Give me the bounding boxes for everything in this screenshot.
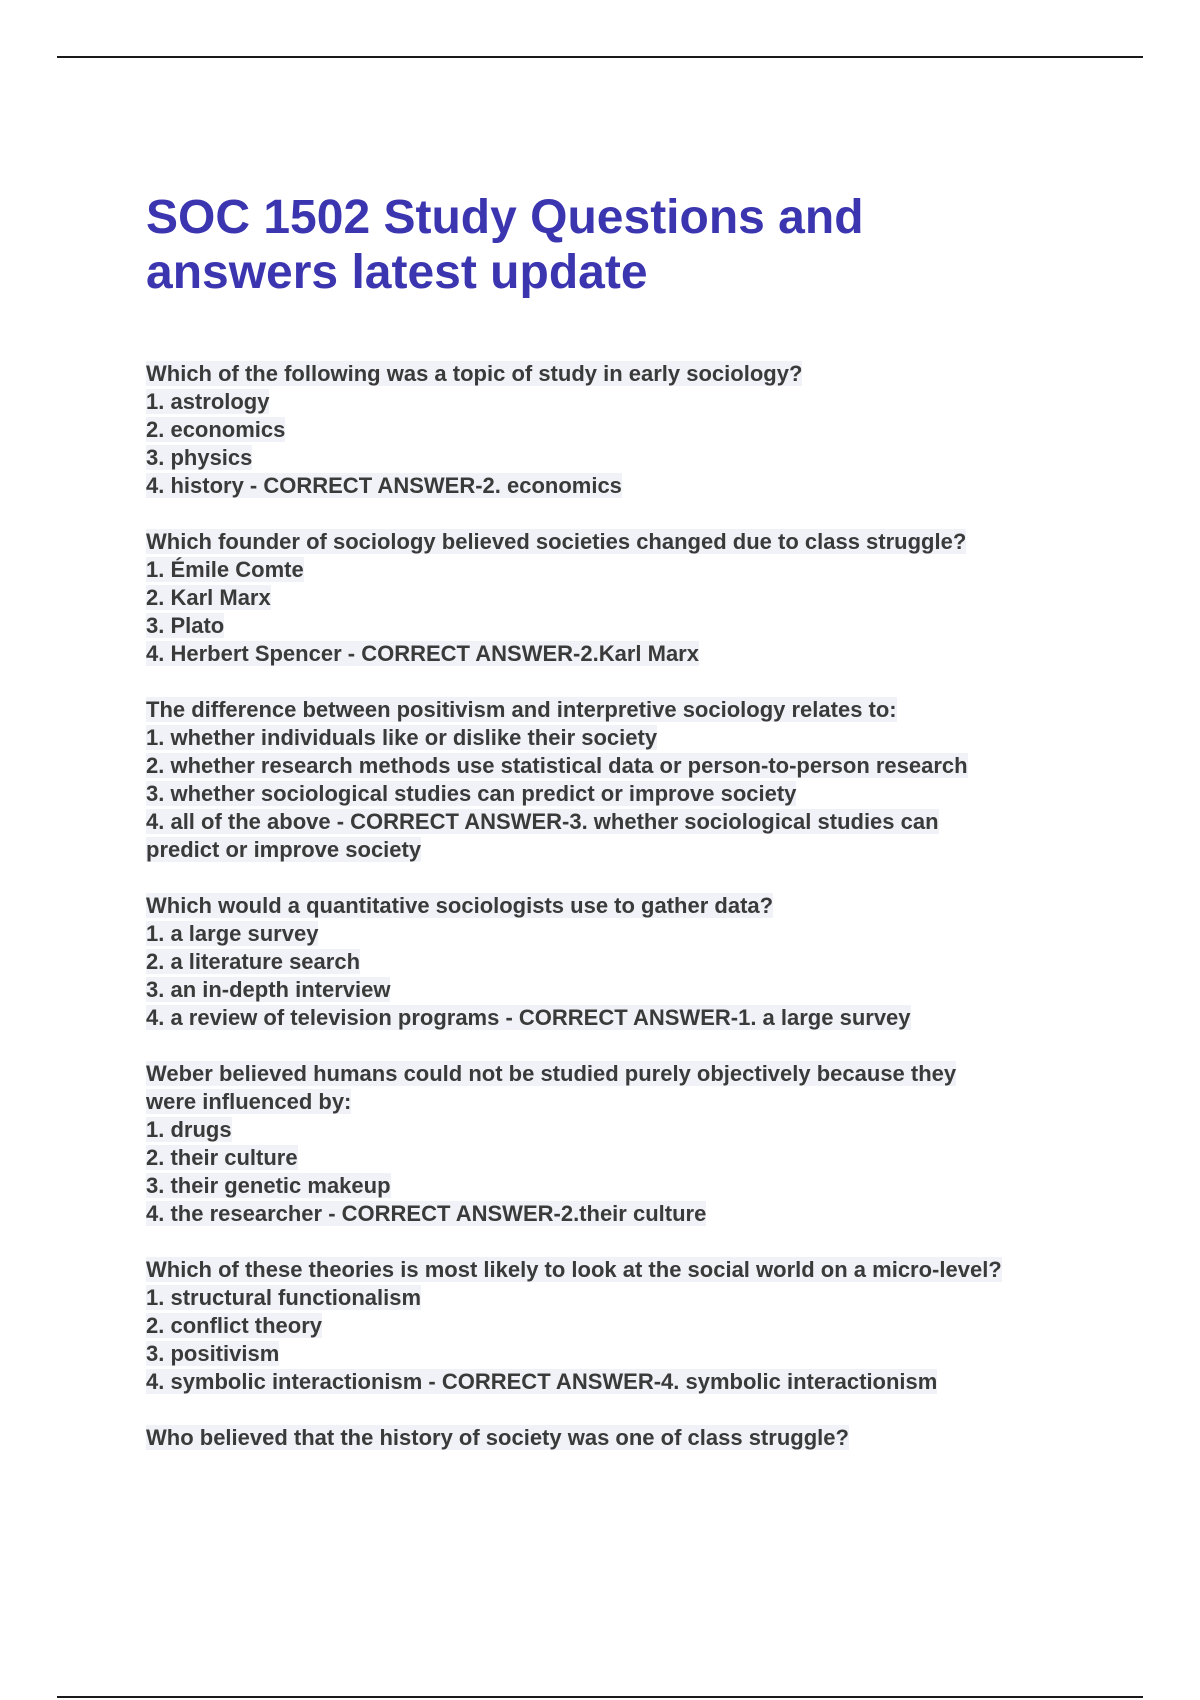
- answer-option: 1. drugs: [146, 1117, 232, 1142]
- question-block: [146, 528, 1106, 668]
- question-text: Which would a quantitative sociologists use to gather data?: [146, 893, 774, 918]
- document-body: [146, 190, 1106, 1480]
- question-block: [146, 892, 1106, 1032]
- answer-option: 1. a large survey: [146, 921, 319, 946]
- question-block: [146, 1256, 1106, 1396]
- question-text-continuation: were influenced by:: [146, 1089, 352, 1114]
- answer-option: 1. astrology: [146, 389, 270, 414]
- answer-option: 2. whether research methods use statistical data or person-to-person research: [146, 753, 968, 778]
- question-text: Which of these theories is most likely to look at the social world on a micro-level?: [146, 1257, 1002, 1282]
- answer-option-with-correct-answer: 4. history - CORRECT ANSWER-2. economics: [146, 473, 622, 498]
- question-block: [146, 1424, 1106, 1452]
- answer-option: 1. Émile Comte: [146, 557, 304, 582]
- question-text: Who believed that the history of society was one of class struggle?: [146, 1425, 849, 1450]
- answer-option: 3. whether sociological studies can predict or improve society: [146, 781, 797, 806]
- question-text: Weber believed humans could not be studied purely objectively because they: [146, 1061, 957, 1086]
- answer-option: 2. their culture: [146, 1145, 298, 1170]
- question-text: Which founder of sociology believed societies changed due to class struggle?: [146, 529, 967, 554]
- correct-answer-continuation: predict or improve society: [146, 837, 422, 862]
- answer-option: 3. physics: [146, 445, 253, 470]
- answer-option-with-correct-answer: 4. a review of television programs - CORRECT ANSWER-1. a large survey: [146, 1005, 911, 1030]
- answer-option-with-correct-answer: 4. symbolic interactionism - CORRECT ANSWER-4. symbolic interactionism: [146, 1369, 938, 1394]
- answer-option: 3. Plato: [146, 613, 225, 638]
- question-list: [146, 360, 1106, 1452]
- document-title: SOC 1502 Study Questions and answers latest update: [146, 191, 864, 299]
- question-text: The difference between positivism and interpretive sociology relates to:: [146, 697, 897, 722]
- answer-option: 2. economics: [146, 417, 286, 442]
- answer-option: 3. their genetic makeup: [146, 1173, 391, 1198]
- answer-option: 1. whether individuals like or dislike their society: [146, 725, 658, 750]
- answer-option: 1. structural functionalism: [146, 1285, 422, 1310]
- question-block: [146, 1060, 1106, 1228]
- answer-option: 3. positivism: [146, 1341, 280, 1366]
- answer-option: 2. conflict theory: [146, 1313, 323, 1338]
- question-block: [146, 696, 1106, 864]
- answer-option-with-correct-answer: 4. all of the above - CORRECT ANSWER-3. whether sociological studies can: [146, 809, 939, 834]
- answer-option: 2. a literature search: [146, 949, 361, 974]
- answer-option-with-correct-answer: 4. Herbert Spencer - CORRECT ANSWER-2.Karl Marx: [146, 641, 699, 666]
- question-text: Which of the following was a topic of study in early sociology?: [146, 361, 803, 386]
- answer-option: 2. Karl Marx: [146, 585, 271, 610]
- answer-option: 3. an in-depth interview: [146, 977, 391, 1002]
- top-rule: [57, 56, 1143, 58]
- answer-option-with-correct-answer: 4. the researcher - CORRECT ANSWER-2.their culture: [146, 1201, 707, 1226]
- bottom-rule: [57, 1696, 1143, 1698]
- question-block: [146, 360, 1106, 500]
